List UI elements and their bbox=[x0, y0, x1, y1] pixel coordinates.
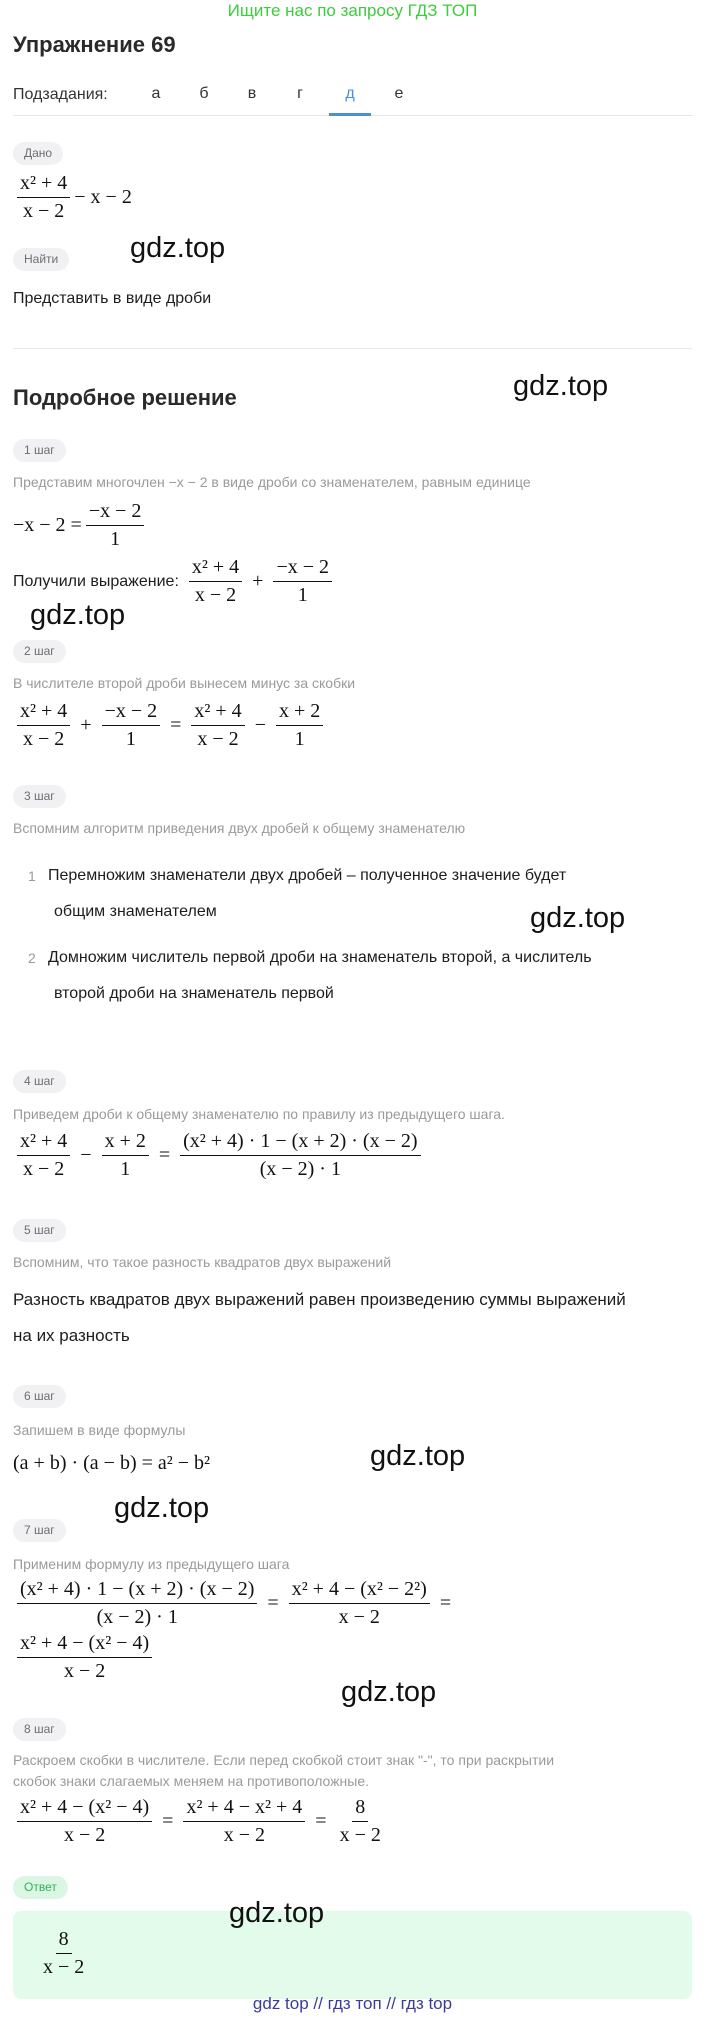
given-chip: Дано bbox=[13, 142, 63, 165]
operator: + bbox=[80, 714, 92, 736]
subtask-tab-b[interactable]: б bbox=[199, 85, 209, 102]
step-3-chip: 3 шаг bbox=[13, 785, 66, 808]
step-8-desc: Раскроем скобки в числителе. Если перед скобкой стоит знак "-", то при раскрытии bbox=[13, 1752, 555, 1768]
frac-numerator: x² + 4 − x² + 4 bbox=[183, 1796, 305, 1822]
step-5-line: на их разность bbox=[13, 1326, 130, 1345]
promo-banner: Ищите нас по запросу ГДЗ ТОП bbox=[227, 1, 478, 20]
step-8-equation bbox=[13, 1796, 388, 1847]
find-text: Представить в виде дроби bbox=[13, 290, 212, 307]
step-3-desc: Вспомним алгоритм приведения двух дробей к общему знаменателю bbox=[13, 820, 466, 836]
frac-denominator: x − 2 bbox=[223, 1824, 265, 1846]
subtask-tab-v[interactable]: в bbox=[247, 85, 257, 102]
step-4-equation bbox=[13, 1130, 425, 1181]
frac-denominator: x − 2 bbox=[23, 1158, 65, 1180]
answer-expression bbox=[36, 1928, 91, 1979]
step-1-chip: 1 шаг bbox=[13, 439, 66, 462]
frac-denominator: 1 bbox=[294, 728, 305, 750]
frac-numerator: x + 2 bbox=[102, 1130, 149, 1156]
subtasks-nav bbox=[13, 78, 692, 116]
step-7-equation-cont bbox=[13, 1632, 156, 1683]
frac-denominator: x − 2 bbox=[194, 584, 237, 606]
frac-numerator: 8 bbox=[56, 1928, 72, 1954]
frac-numerator: x² + 4 bbox=[17, 1130, 70, 1156]
list-item bbox=[28, 940, 692, 1012]
frac-denominator: x − 2 bbox=[23, 728, 65, 750]
frac-numerator: x² + 4 bbox=[17, 700, 70, 726]
frac-denominator: x − 2 bbox=[338, 1606, 380, 1628]
subtasks-label: Подзадания: bbox=[13, 86, 108, 103]
frac-numerator: x² + 4 − (x² − 4) bbox=[17, 1632, 152, 1658]
equals: = bbox=[170, 714, 182, 736]
frac-denominator: x − 2 bbox=[23, 200, 65, 222]
step-8-desc: скобок знаки слагаемых меняем на противоположные. bbox=[13, 1773, 369, 1789]
formula-text: (a + b) · (a − b) = a² − b² bbox=[13, 1452, 211, 1474]
frac-numerator: −x − 2 bbox=[273, 556, 332, 582]
step-6-desc: Запишем в виде формулы bbox=[13, 1422, 186, 1438]
result-label: Получили выражение: bbox=[13, 572, 179, 590]
equals: = bbox=[267, 1592, 279, 1614]
expr-rest: − x − 2 bbox=[74, 186, 132, 208]
watermark: gdz.top bbox=[341, 1676, 437, 1708]
given-expression bbox=[13, 172, 132, 223]
operator: − bbox=[80, 1144, 92, 1166]
watermark: gdz.top bbox=[114, 1492, 210, 1524]
watermark: gdz.top bbox=[530, 902, 626, 934]
step-2-desc: В числителе второй дроби вынесем минус за скобки bbox=[13, 675, 356, 691]
frac-numerator: (x² + 4) · 1 − (x + 2) · (x − 2) bbox=[17, 1578, 257, 1604]
step-7-chip: 7 шаг bbox=[13, 1519, 66, 1542]
step-7-equation bbox=[13, 1578, 457, 1629]
frac-denominator: x − 2 bbox=[63, 1660, 106, 1682]
operator: − bbox=[254, 714, 266, 736]
step-6-formula bbox=[13, 1452, 210, 1475]
subtask-tab-g[interactable]: г bbox=[297, 85, 303, 102]
frac-denominator: (x − 2) · 1 bbox=[96, 1606, 178, 1628]
frac-denominator: x − 2 bbox=[63, 1824, 106, 1846]
list-number: 2 bbox=[28, 950, 36, 966]
step-5-desc: Вспомним, что такое разность квадратов двух выражений bbox=[13, 1254, 392, 1270]
step-2-equation bbox=[13, 700, 327, 751]
subtask-tab-a[interactable]: а bbox=[151, 85, 161, 102]
divider bbox=[13, 348, 692, 349]
frac-numerator: x² + 4 bbox=[191, 700, 244, 726]
step-4-chip: 4 шаг bbox=[13, 1070, 66, 1093]
frac-numerator: 8 bbox=[352, 1796, 368, 1822]
answer-chip: Ответ bbox=[13, 1876, 68, 1899]
subtask-tab-d[interactable]: д bbox=[329, 78, 371, 116]
watermark: gdz.top bbox=[229, 1897, 325, 1929]
list-text-line: Перемножим знаменатели двух дробей – полученное значение будет bbox=[48, 867, 567, 884]
frac-numerator: x² + 4 − (x² − 2²) bbox=[289, 1578, 430, 1604]
frac-denominator: x − 2 bbox=[339, 1824, 381, 1846]
operator: + bbox=[252, 570, 264, 592]
subtask-tab-e[interactable]: е bbox=[394, 85, 404, 102]
frac-denominator: (x − 2) · 1 bbox=[259, 1158, 341, 1180]
equals: = bbox=[315, 1810, 327, 1832]
footer-links[interactable]: gdz top // гдз топ // гдз top bbox=[252, 1994, 453, 2013]
watermark: gdz.top bbox=[370, 1440, 466, 1472]
equals: = bbox=[439, 1592, 452, 1614]
frac-numerator: x² + 4 bbox=[189, 556, 242, 582]
step-7-desc: Применим формулу из предыдущего шага bbox=[13, 1556, 290, 1572]
watermark: gdz.top bbox=[30, 599, 126, 631]
equals: = bbox=[162, 1810, 174, 1832]
step-1-desc: Представим многочлен −x − 2 в виде дроби со знаменателем, равным единице bbox=[13, 474, 531, 490]
frac-denominator: 1 bbox=[110, 528, 121, 550]
step-1-equation bbox=[13, 500, 148, 551]
solution-title: Подробное решение bbox=[13, 385, 237, 410]
step-5-line: Разность квадратов двух выражений равен произведению суммы выражений bbox=[13, 1290, 626, 1309]
frac-numerator: −x − 2 bbox=[102, 700, 161, 726]
step-5-chip: 5 шаг bbox=[13, 1219, 66, 1242]
frac-denominator: x − 2 bbox=[43, 1956, 85, 1978]
list-number: 1 bbox=[28, 868, 36, 884]
list-text-line: второй дроби на знаменатель первой bbox=[54, 985, 334, 1002]
frac-numerator: x + 2 bbox=[276, 700, 323, 726]
step-4-desc: Приведем дроби к общему знаменателю по правилу из предыдущего шага. bbox=[13, 1106, 505, 1122]
frac-denominator: 1 bbox=[120, 1158, 131, 1180]
step-2-chip: 2 шаг bbox=[13, 640, 66, 663]
equals: = bbox=[158, 1144, 171, 1166]
frac-numerator: x² + 4 − (x² − 4) bbox=[17, 1796, 152, 1822]
eq-lhs: −x − 2 = bbox=[13, 514, 82, 536]
list-text-line: Домножим числитель первой дроби на знаменатель второй, а числитель bbox=[48, 949, 592, 966]
step-6-chip: 6 шаг bbox=[13, 1385, 66, 1408]
frac-denominator: 1 bbox=[297, 584, 308, 606]
frac-denominator: x − 2 bbox=[197, 728, 239, 750]
frac-numerator: x² + 4 bbox=[17, 172, 70, 198]
watermark: gdz.top bbox=[513, 370, 609, 402]
frac-denominator: 1 bbox=[125, 728, 136, 750]
frac-numerator: (x² + 4) · 1 − (x + 2) · (x − 2) bbox=[180, 1130, 420, 1156]
step-8-chip: 8 шаг bbox=[13, 1718, 66, 1741]
find-chip: Найти bbox=[13, 248, 69, 271]
list-text-line: общим знаменателем bbox=[54, 903, 217, 920]
watermark: gdz.top bbox=[130, 232, 226, 264]
answer-box bbox=[13, 1911, 692, 1999]
frac-numerator: −x − 2 bbox=[86, 500, 145, 526]
page-title: Упражнение 69 bbox=[13, 32, 176, 57]
